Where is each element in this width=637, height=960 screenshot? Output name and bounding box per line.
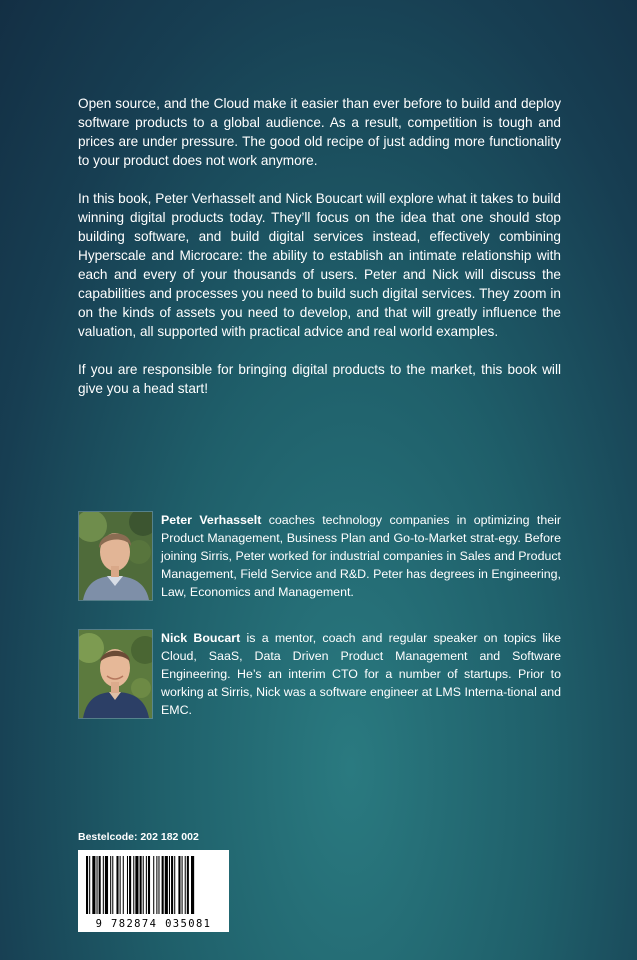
barcode-bar (129, 856, 131, 914)
order-code: Bestelcode: 202 182 002 (78, 831, 199, 843)
barcode-bar (153, 856, 154, 914)
barcode-bar (158, 856, 159, 914)
barcode-bar (103, 856, 104, 914)
barcode-bar (92, 856, 95, 914)
author-bio-nick (161, 629, 561, 719)
barcode-bar (156, 856, 157, 914)
barcode-bar (171, 856, 173, 914)
barcode-bar (116, 856, 118, 914)
barcode-bar (105, 856, 108, 914)
author-name-nick: Nick Boucart (161, 631, 241, 645)
barcode-bar (174, 856, 175, 914)
author-nick (78, 629, 562, 721)
barcode-bar (86, 856, 88, 914)
barcode-bar (123, 856, 124, 914)
barcode-bar (97, 856, 98, 914)
author-bio-text-nick: is a mentor, coach and regular speaker on topics like Cloud, SaaS, Data Driven Product Management and Software Engineering. He’s an interim CTO for a number of startups. Prior to working at Sirris, Nick was a software engineer at LMS Interna-tional and EMC. (161, 631, 562, 717)
barcode-bar (178, 856, 180, 914)
isbn-digits: 9 782874 035081 (95, 918, 212, 930)
blurb-paragraph-2: In this book, Peter Verhasselt and Nick Boucart will explore what it takes to build winning digital products today. They’ll focus on the idea that one should stop building software, and build digital services instead, effectively combining Hyperscale and Microcare: the ability to establish an intimate relationship with each and every of your thousands of users. Peter and Nick will discuss the capabilities and processes you need to build such digital services. They zoom in on the kinds of assets you need to develop, and that will greatly influence the valuation, all supported with practical advice and real world examples. (78, 191, 561, 339)
barcode-bar (99, 856, 101, 914)
author-photo-peter (78, 511, 153, 601)
barcode-bar (182, 856, 183, 914)
barcode-bar (120, 856, 121, 914)
author-bio-peter (161, 511, 561, 601)
barcode-bar (133, 856, 134, 914)
barcode-bar (148, 856, 150, 914)
barcode-bar (140, 856, 142, 914)
barcode-bar (162, 856, 164, 914)
author-peter (78, 511, 562, 603)
barcode-bar (187, 856, 189, 914)
barcode-bar (127, 856, 128, 914)
blurb-paragraph-1: Open source, and the Cloud make it easier than ever before to build and deploy software products to a global audience. As a result, competition is tough and prices are under pressure. The good old recipe of just adding more functionality to your product does not work anymore. (78, 96, 561, 168)
author-name-peter: Peter Verhasselt (161, 513, 262, 527)
barcode-bar (146, 856, 147, 914)
barcode-bar (165, 856, 168, 914)
barcode-bar (169, 856, 170, 914)
barcode-bar (110, 856, 111, 914)
blurb-paragraph-3: If you are responsible for bringing digital products to the market, this book will give you a head start! (78, 362, 561, 396)
barcode-bar (89, 856, 90, 914)
barcode-bar (135, 856, 138, 914)
barcode-bar (112, 856, 113, 914)
barcode-bar (143, 856, 144, 914)
back-cover-blurb (78, 94, 561, 417)
author-bio-text-peter: coaches technology companies in optimizing their Product Management, Business Plan and Go-to-Market strat-egy. Before joining Sirris, Peter worked for industrial companies in Sales and Product Management, Field Service and R&D. Peter has degrees in Engineering, Law, Economics and Management. (161, 513, 561, 599)
barcode-bar (185, 856, 186, 914)
author-photo-nick (78, 629, 153, 719)
barcode-bar (191, 856, 194, 914)
isbn-barcode (78, 850, 229, 932)
